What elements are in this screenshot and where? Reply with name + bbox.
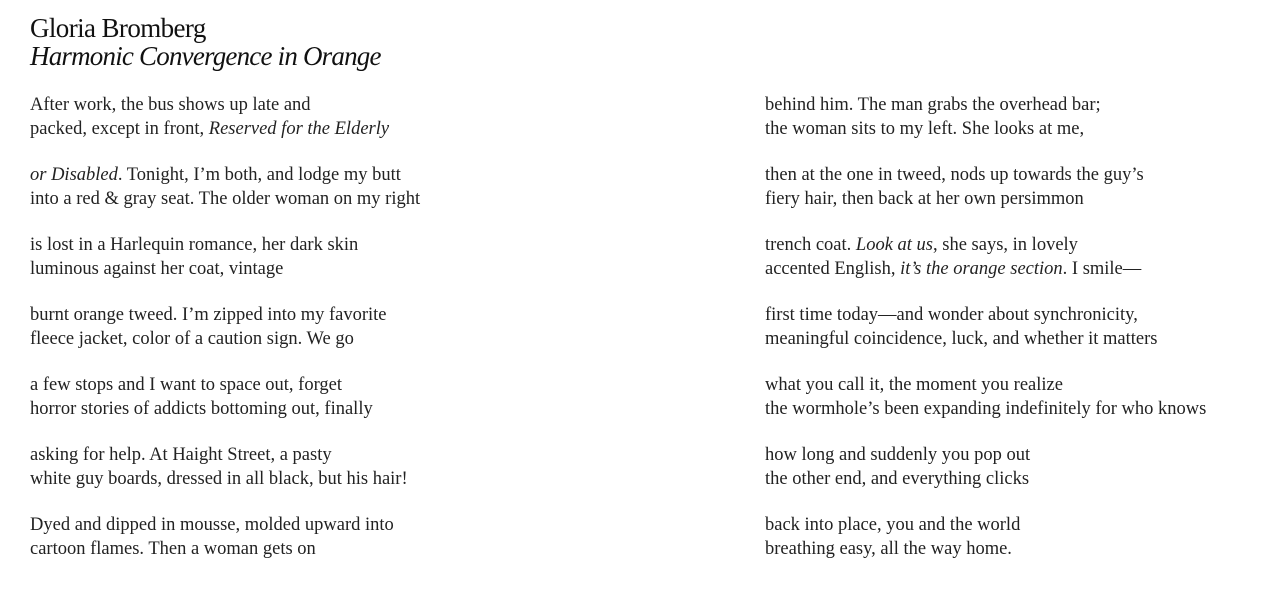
poem-line xyxy=(30,374,420,398)
poem-line xyxy=(30,258,420,282)
poem-line xyxy=(30,188,420,212)
line-text: is lost in a Harlequin romance, her dark skin xyxy=(30,235,359,255)
poem-line xyxy=(765,304,1206,328)
line-text: a few stops and I want to space out, forget xyxy=(30,375,343,395)
line-text: behind him. The man grabs the overhead bar; xyxy=(765,95,1101,115)
poem-line xyxy=(765,258,1206,282)
poem-line xyxy=(765,538,1206,562)
stanza xyxy=(765,164,1206,211)
stanza xyxy=(765,234,1206,281)
stanza xyxy=(765,304,1206,351)
italic-text: or Disabled xyxy=(30,165,118,185)
line-text: meaningful coincidence, luck, and whether it matters xyxy=(765,328,1158,349)
stanza xyxy=(30,514,420,561)
stanza xyxy=(30,304,420,351)
italic-text: Look at us xyxy=(855,235,934,255)
stanza xyxy=(765,444,1206,491)
line-text: the wormhole’s been expanding indefinitely for who knows xyxy=(765,398,1207,419)
line-text: back into place, you and the world xyxy=(765,515,1021,535)
stanza xyxy=(765,374,1206,421)
line-text: luminous against her coat, vintage xyxy=(30,258,284,279)
line-text: breathing easy, all the way home. xyxy=(765,538,1012,559)
line-text: fleece jacket, color of a caution sign. We go xyxy=(30,328,354,349)
line-text: Dyed and dipped in mousse, molded upward into xyxy=(30,515,394,535)
line-text: After work, the bus shows up late and xyxy=(30,95,311,115)
italic-text: Reserved for the Elderly xyxy=(208,118,390,139)
line-text: asking for help. At Haight Street, a pasty xyxy=(30,445,332,465)
poem-line xyxy=(765,188,1206,212)
stanza xyxy=(30,444,420,491)
poem-line xyxy=(30,514,420,538)
line-text: , she says, in lovely xyxy=(933,235,1078,255)
italic-text: it’s the orange section xyxy=(900,258,1063,279)
stanza xyxy=(30,164,420,211)
poem-column-left xyxy=(30,94,420,584)
line-text: accented English, xyxy=(765,258,901,279)
poem-line xyxy=(30,304,420,328)
poem-line xyxy=(765,164,1206,188)
poem-line xyxy=(30,94,420,118)
author-name: Gloria Bromberg xyxy=(30,13,206,43)
poem-line xyxy=(30,234,420,258)
line-text: then at the one in tweed, nods up towards the guy’s xyxy=(765,165,1144,185)
line-text: the other end, and everything clicks xyxy=(765,468,1030,489)
poem-line xyxy=(765,444,1206,468)
poem-line xyxy=(30,538,420,562)
line-text: cartoon flames. Then a woman gets on xyxy=(30,538,316,559)
line-text: into a red & gray seat. The older woman on my right xyxy=(30,188,421,209)
poem-line xyxy=(30,118,420,142)
line-text: fiery hair, then back at her own persimmon xyxy=(765,188,1084,209)
line-text: . Tonight, I’m both, and lodge my butt xyxy=(117,165,401,185)
poem-line xyxy=(765,118,1206,142)
stanza xyxy=(765,514,1206,561)
poem-line xyxy=(765,328,1206,352)
poem-line xyxy=(765,514,1206,538)
stanza xyxy=(30,374,420,421)
line-text: . I smile— xyxy=(1062,258,1142,279)
poem-line xyxy=(765,94,1206,118)
line-text: the woman sits to my left. She looks at me, xyxy=(765,118,1085,139)
line-text: trench coat. xyxy=(765,235,856,255)
line-text: white guy boards, dressed in all black, but his hair! xyxy=(30,468,408,489)
stanza xyxy=(765,94,1206,141)
poem-line xyxy=(30,328,420,352)
poem-line xyxy=(30,164,420,188)
line-text: first time today—and wonder about synchronicity, xyxy=(765,305,1138,325)
poem-line xyxy=(30,468,420,492)
stanza xyxy=(30,234,420,281)
stanza xyxy=(30,94,420,141)
line-text: horror stories of addicts bottoming out, finally xyxy=(30,398,373,419)
poem-title: Harmonic Convergence in Orange xyxy=(30,41,381,71)
line-text: what you call it, the moment you realize xyxy=(765,375,1063,395)
poem-line xyxy=(765,374,1206,398)
poem-line xyxy=(765,234,1206,258)
line-text: how long and suddenly you pop out xyxy=(765,445,1031,465)
poem-column-right xyxy=(765,94,1206,584)
poem-header xyxy=(30,14,381,70)
poem-line xyxy=(765,468,1206,492)
poem-line xyxy=(30,398,420,422)
poem-line xyxy=(765,398,1206,422)
poem-line xyxy=(30,444,420,468)
line-text: packed, except in front, xyxy=(30,118,209,139)
line-text: burnt orange tweed. I’m zipped into my favorite xyxy=(30,305,387,325)
